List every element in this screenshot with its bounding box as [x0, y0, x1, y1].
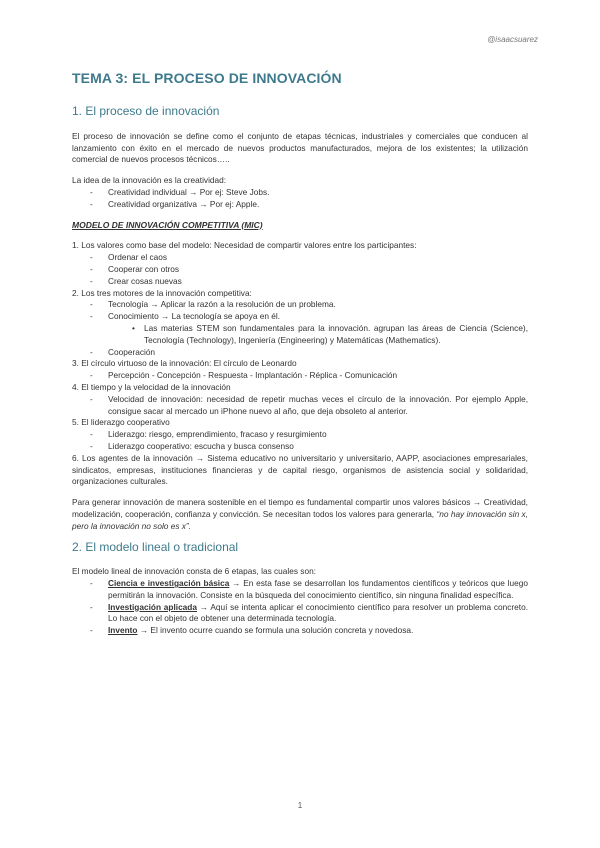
- stem-sublist: [108, 323, 528, 347]
- list-item: - Cooperar con otros: [108, 264, 528, 276]
- sublist-item: • Las materias STEM son fundamentales para la innovación. agrupan las áreas de Ciencia (Science), Tecnología (Technology), Ingeniería (Engineering) y Matemáticas (Mathematics).: [144, 323, 528, 347]
- stage-text: → En esta fase se desarrollan los fundamentos científicos y teóricos que luego permitirán la innovación. Consiste en la búsqueda del conocimiento científico, sin ninguna finalidad específica.: [108, 578, 528, 600]
- document-body: [72, 106, 528, 637]
- list-item-text: Conocimiento → La tecnología se apoya en él.: [108, 311, 281, 322]
- point-1: 1. Los valores como base del modelo: Necesidad de compartir valores entre los participantes:: [72, 240, 417, 251]
- list-item: - Ordenar el caos: [108, 252, 528, 264]
- section-1-heading: 1. El proceso de innovación: [72, 104, 220, 118]
- stage-term: Invento: [108, 625, 138, 636]
- list-item: - Crear cosas nuevas: [108, 276, 528, 288]
- list-item: - Velocidad de innovación: necesidad de repetir muchas veces el círculo de la innovación. Por ejemplo Apple, consigue sacar al mercado un iPhone nuevo al año, que deja obsoleto al anterior.: [108, 394, 528, 418]
- stage-item: [108, 578, 528, 602]
- closing-quote: “no hay innovación sin x, pero la innovación no solo es x”.: [72, 508, 528, 531]
- stage-term: Ciencia e investigación básica: [108, 578, 230, 589]
- point-3: 3. El círculo virtuoso de la innovación: El círculo de Leonardo: [72, 358, 297, 369]
- author-handle: @isaacsuarez: [487, 35, 538, 44]
- page-number: 1: [297, 801, 303, 810]
- point-5-list: [72, 429, 528, 453]
- point-6: 6. Los agentes de la innovación → Sistema educativo no universitario y universitario, AAPP, asociaciones empresariales, sindicatos, empresas, instituciones financieras y de capital riesgo, organismos de asistencia social y solidaridad, organizaciones culturales.: [72, 452, 528, 487]
- closing-text: Para generar innovación de manera sostenible en el tiempo es fundamental compartir unos valores básicos → Creatividad, modelización, cooperación, confianza y convicción. Se necesitan todos los valores para generarla,: [72, 497, 528, 519]
- point-2-list: [72, 299, 528, 358]
- closing-paragraph: [72, 497, 528, 532]
- section-2-intro: El modelo lineal de innovación consta de 6 etapas, las cuales son:: [72, 566, 316, 577]
- list-item: - Tecnología → Aplicar la razón a la resolución de un problema.: [108, 299, 528, 311]
- point-1-list: [72, 252, 528, 287]
- stage-term: Investigación aplicada: [108, 601, 197, 612]
- list-item: - Liderazgo cooperativo: escucha y busca consenso: [108, 441, 528, 453]
- stage-item: [108, 625, 528, 637]
- page-title: TEMA 3: EL PROCESO DE INNOVACIÓN: [72, 70, 342, 86]
- section-2-heading: 2. El modelo lineal o tradicional: [72, 539, 239, 554]
- section-1-intro: El proceso de innovación se define como el conjunto de etapas técnicas, industriales y comerciales que conducen al lanzamiento con éxito en el mercado de nuevos productos manufacturados, mejora de los existentes; la utilización comercial de nuevos procesos técnicos…..: [72, 130, 528, 165]
- list-item: - Creatividad organizativa → Por ej: Apple.: [108, 199, 528, 211]
- point-4-list: [72, 394, 528, 418]
- point-2: 2. Los tres motores de la innovación competitiva:: [72, 287, 252, 298]
- list-item: [108, 311, 528, 346]
- mic-heading: MODELO DE INNOVACIÓN COMPETITIVA (MIC): [72, 219, 263, 230]
- point-5: 5. El liderazgo cooperativo: [72, 417, 170, 428]
- idea-line: La idea de la innovación es la creatividad:: [72, 175, 227, 186]
- list-item: - Creatividad individual → Por ej: Steve Jobs.: [108, 187, 528, 199]
- point-3-list: [72, 370, 528, 382]
- list-item: - Cooperación: [108, 347, 528, 359]
- stage-item: [108, 602, 528, 626]
- point-4: 4. El tiempo y la velocidad de la innovación: [72, 381, 231, 392]
- stages-list: [72, 578, 528, 637]
- list-item: - Percepción - Concepción - Respuesta - Implantación - Réplica - Comunicación: [108, 370, 528, 382]
- idea-list: [72, 187, 528, 211]
- list-item: - Liderazgo: riesgo, emprendimiento, fracaso y resurgimiento: [108, 429, 528, 441]
- stage-text: → Aquí se intenta aplicar el conocimiento científico para resolver un problema concreto. Lo hace con el objeto de obtener una determinada tecnología.: [108, 601, 528, 624]
- stage-text: → El invento ocurre cuando se formula una solución concreta y novedosa.: [137, 625, 414, 636]
